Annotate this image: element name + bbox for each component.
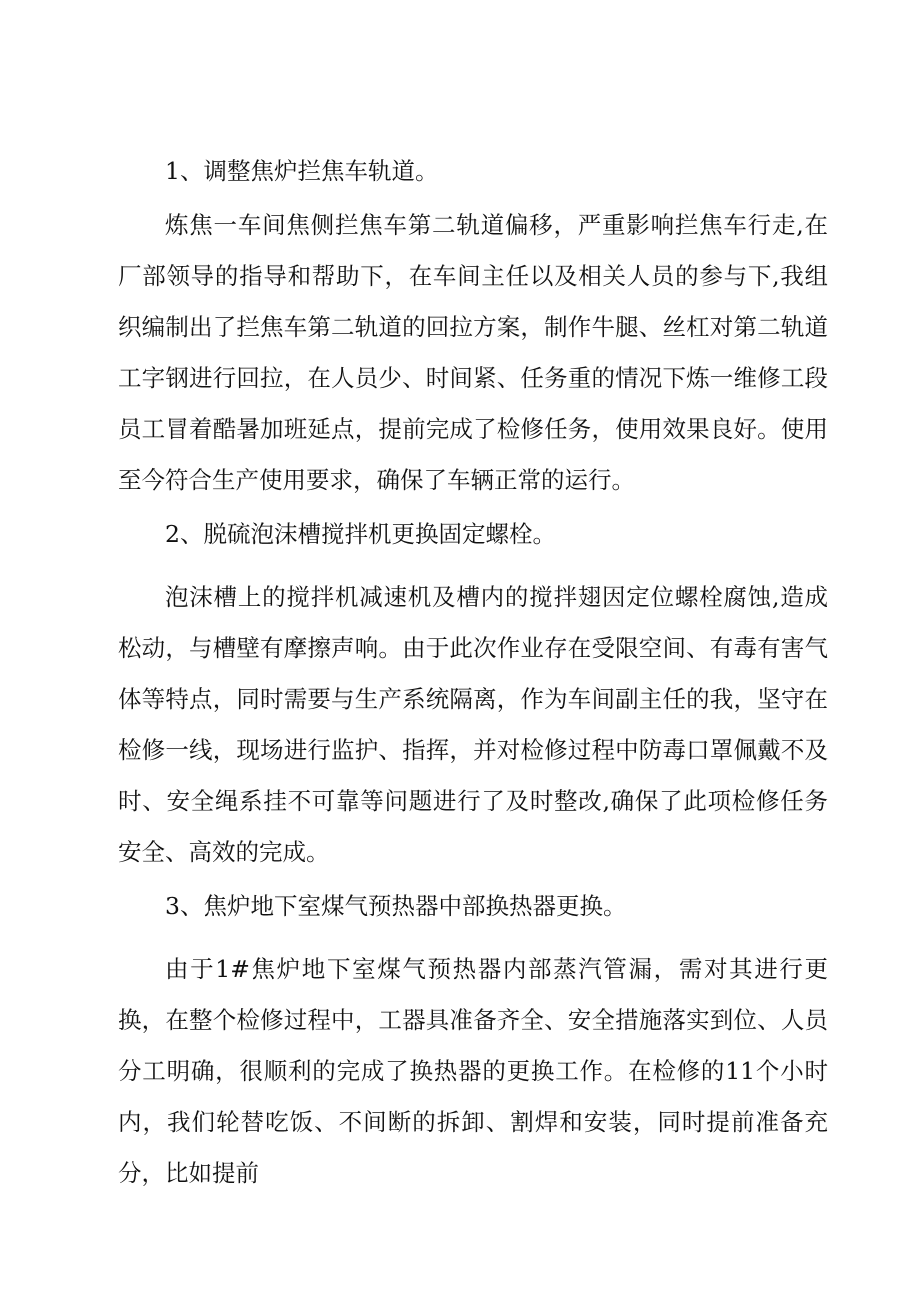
- section-1-heading: 1、调整焦炉拦焦车轨道。: [165, 157, 439, 185]
- section-2-heading: 2、脱硫泡沫槽搅拌机更换固定螺栓。: [165, 520, 556, 548]
- section-1-body: 炼焦一车间焦侧拦焦车第二轨道偏移，严重影响拦焦车行走,在厂部领导的指导和帮助下，在车间主任以及相关人员的参与下,我组织编制出了拦焦车第二轨道的回拉方案，制作牛腿、丝杠对第二轨道工字钢进行回拉，在人员少、时间紧、任务重的情况下炼一维修工段员工冒着酷暑加班延点，提前完成了检修任务，使用效果良好。使用至今符合生产使用要求，确保了车辆正常的运行。: [118, 211, 828, 494]
- section-3-heading: 3、焦炉地下室煤气预热器中部换热器更换。: [165, 892, 627, 920]
- spacer: [118, 560, 828, 572]
- document-page: [118, 146, 828, 1199]
- spacer: [118, 932, 828, 944]
- section-3-body: 由于1#焦炉地下室煤气预热器内部蒸汽管漏，需对其进行更换，在整个检修过程中，工器具准备齐全、安全措施落实到位、人员分工明确，很顺利的完成了换热器的更换工作。在检修的11个小时内，我们轮替吃饭、不间断的拆卸、割焊和安装，同时提前准备充分，比如提前: [118, 955, 828, 1187]
- section-2-body: 泡沫槽上的搅拌机减速机及槽内的搅拌翅因定位螺栓腐蚀,造成松动，与槽壁有摩擦声响。由于此次作业存在受限空间、有毒有害气体等特点，同时需要与生产系统隔离，作为车间副主任的我，坚守在检修一线，现场进行监护、指挥，并对检修过程中防毒口罩佩戴不及时、安全绳系挂不可靠等问题进行了及时整改,确保了此项检修任务安全、高效的完成。: [118, 583, 828, 866]
